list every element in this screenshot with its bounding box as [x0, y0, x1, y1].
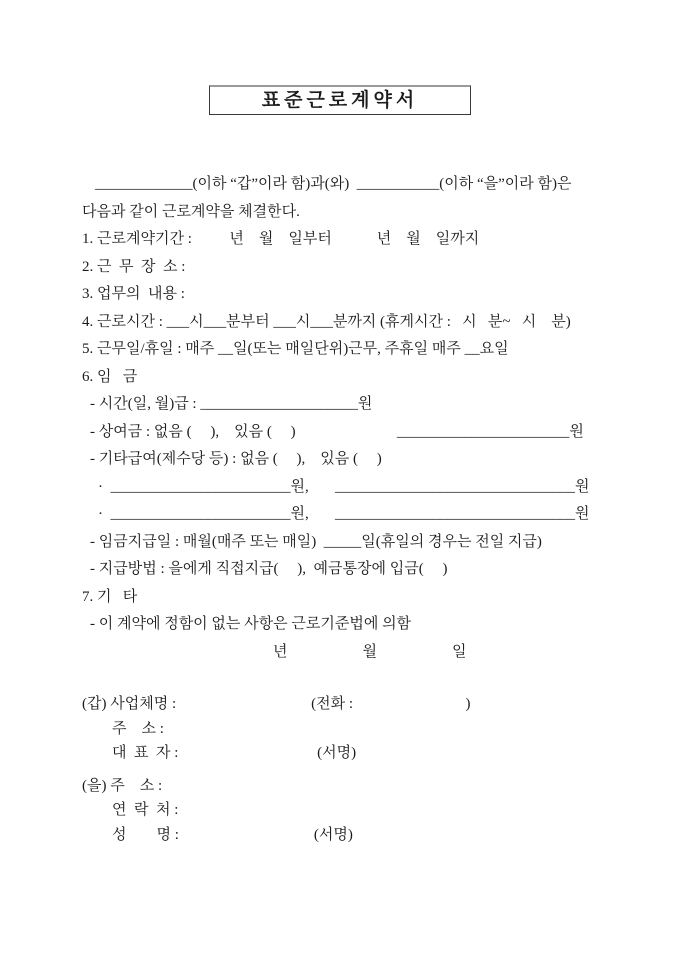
document-title-box [209, 85, 471, 115]
wage-line-payday: - 임금지급일 : 매월(매주 또는 매일) _____일(휴일의 경우는 전일 지급) [90, 533, 542, 550]
clause-miscellaneous-line: - 이 계약에 정함이 없는 사항은 근로기준법에 의함 [90, 616, 412, 632]
clause-workplace: 2. 근 무 장 소 : [82, 258, 186, 275]
wage-line-other-allowances: - 기타급여(제수당 등) : 없음 ( ), 있음 ( ) [90, 451, 382, 467]
intro-line-agreement: 다음과 같이 근로계약을 체결한다. [82, 203, 300, 220]
wage-line-bonus: - 상여금 : 없음 ( ), 있음 ( ) _______________________원 [90, 423, 584, 440]
employee-name-line: 성 명 : (서명) [82, 826, 353, 843]
employee-section [82, 774, 666, 848]
clause-working-hours: 4. 근로시간 : ___시___분부터 ___시___분까지 (휴게시간 : 시 분~ 시 분) [82, 313, 571, 330]
clause-wages-header: 6. 임 금 [82, 368, 138, 385]
wage-line-blank-amount-2: · ________________________원, ________________________________원 [98, 506, 590, 522]
wage-line-blank-amount-1: · ________________________원, ________________________________원 [98, 478, 590, 495]
signing-date-line: 년 월 일 [273, 643, 467, 660]
clause-job-description: 3. 업무의 내용 : [82, 286, 185, 302]
wage-line-hourly-pay: - 시간(일, 월)급 : _____________________원 [90, 396, 373, 412]
intro-line-parties: _____________(이하 “갑”이라 함)과(와) ___________(이하 “을”이라 함)은 [95, 176, 572, 192]
employee-contact-line: 연 락 처 : [82, 802, 179, 818]
employer-section [82, 692, 666, 766]
clause-miscellaneous-header: 7. 기 타 [82, 588, 138, 605]
employer-company-name-line: (갑) 사업체명 : (전화 : ) [82, 696, 471, 712]
document-title: 표준근로계약서 [261, 90, 419, 111]
clause-workdays-holidays: 5. 근무일/휴일 : 매주 __일(또는 매일단위)근무, 주휴일 매주 __요일 [82, 341, 509, 357]
wage-line-payment-method: - 지급방법 : 을에게 직접지급( ), 예금통장에 입금( ) [90, 561, 448, 577]
employer-address-line: 주 소 : [82, 720, 164, 737]
employee-address-line: (을) 주 소 : [82, 777, 163, 794]
employer-representative-line: 대 표 자 : (서명) [82, 745, 357, 761]
clause-contract-period: 1. 근로계약기간 : 년 월 일부터 년 월 일까지 [82, 231, 480, 247]
